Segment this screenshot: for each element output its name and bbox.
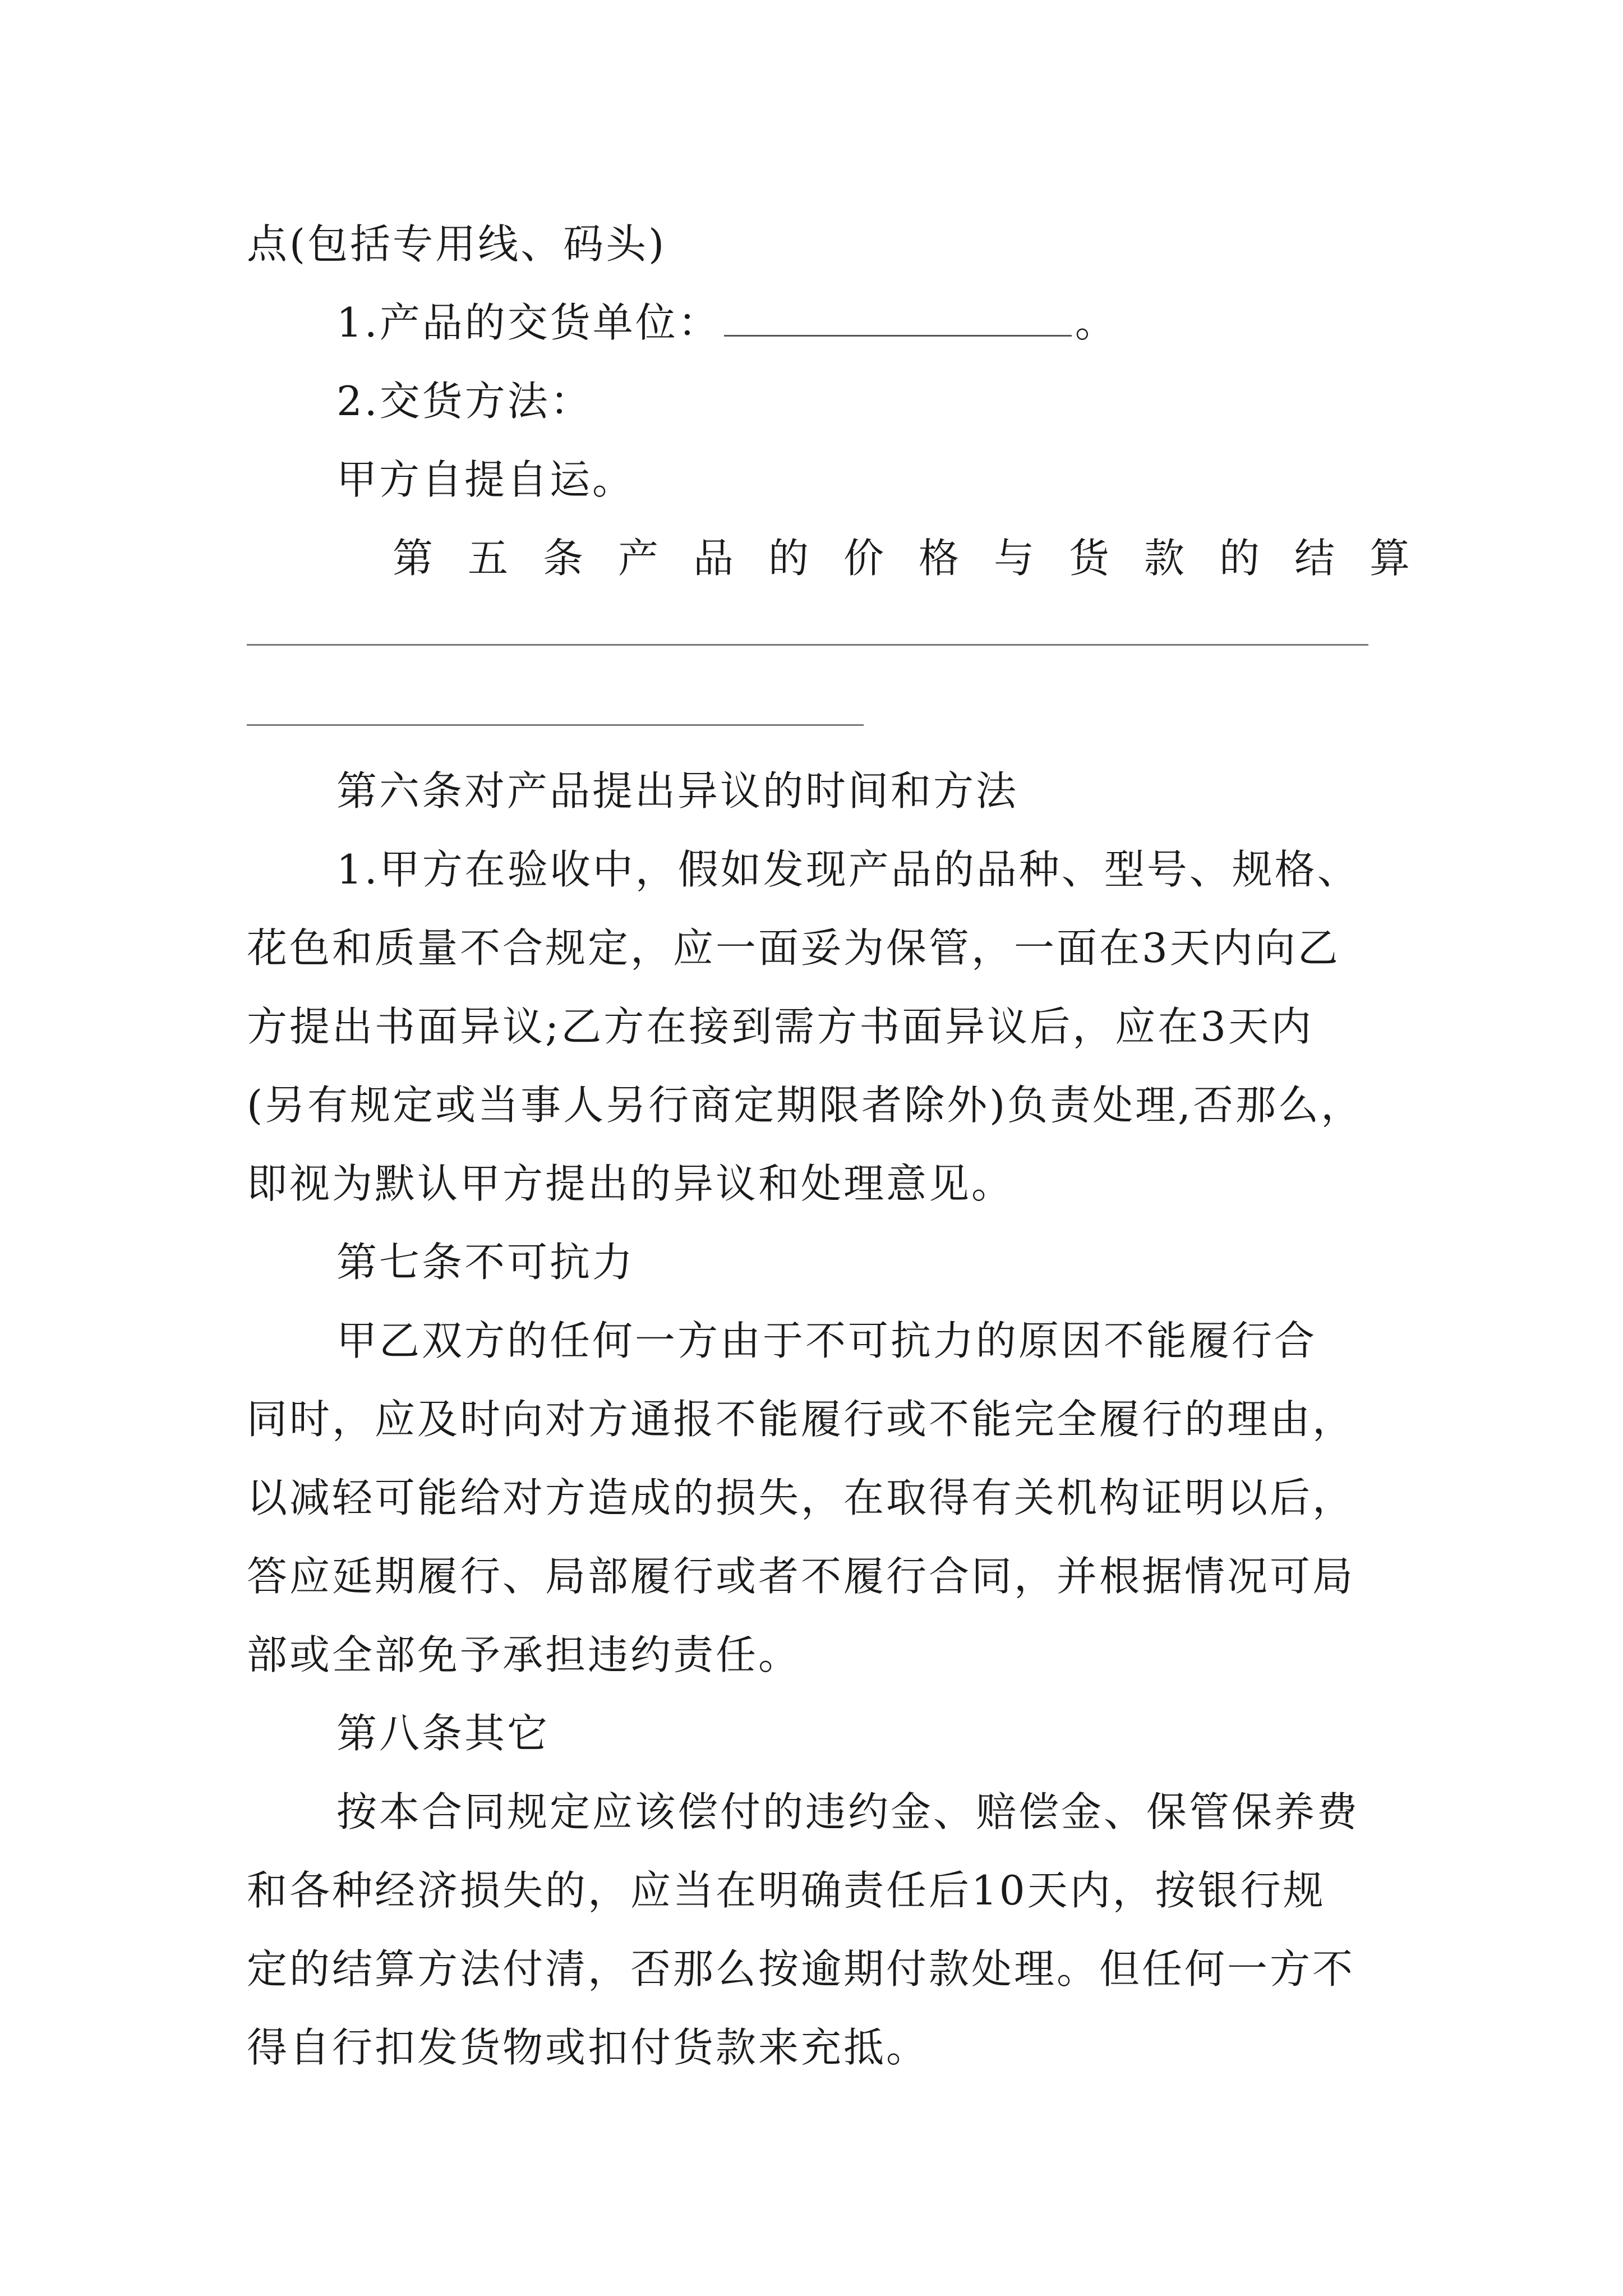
section-heading-6: 第六条对产品提出异议的时间和方法	[336, 767, 1019, 815]
section-heading-8: 第八条其它	[336, 1710, 550, 1757]
delivery-unit-label: 1.产品的交货单位：	[336, 299, 721, 346]
section-heading-7: 第七条不可抗力	[336, 1239, 635, 1286]
fill-in-rule	[247, 644, 1368, 646]
paragraph-line: 方提出书面异议;乙方在接到需方书面异议后，应在3天内	[247, 1003, 1314, 1050]
delivery-unit-blank	[724, 301, 1072, 337]
delivery-unit-line	[336, 295, 1503, 351]
paragraph-line: 即视为默认甲方提出的异议和处理意见。	[247, 1160, 1015, 1207]
paragraph-line: 以减轻可能给对方造成的损失，在取得有关机构证明以后，	[247, 1474, 1355, 1521]
paragraph-line: 甲乙双方的任何一方由于不可抗力的原因不能履行合	[336, 1317, 1317, 1364]
paragraph-line: 甲方自提自运。	[336, 456, 635, 503]
section-heading-5: 第五条产品的价格与货款的结算	[393, 535, 1445, 582]
paragraph-line: 得自行扣发货物或扣付货款来充抵。	[247, 2024, 929, 2071]
paragraph-line: 花色和质量不合规定，应一面妥为保管，一面在3天内向乙	[247, 924, 1340, 972]
paragraph-line: 点(包括专用线、码头)	[247, 220, 667, 268]
paragraph-line: 和各种经济损失的，应当在明确责任后10天内，按银行规	[247, 1867, 1326, 1914]
paragraph-line: 同时，应及时向对方通报不能履行或不能完全履行的理由，	[247, 1396, 1355, 1443]
paragraph-line: 答应延期履行、局部履行或者不履行合同，并根据情况可局	[247, 1553, 1355, 1600]
delivery-unit-end: 。	[1075, 299, 1118, 346]
paragraph-line: 部或全部免予承担违约责任。	[247, 1631, 801, 1678]
paragraph-line: 定的结算方法付清，否那么按逾期付款处理。但任何一方不	[247, 1945, 1355, 1993]
paragraph-line: 按本合同规定应该偿付的违约金、赔偿金、保管保养费	[336, 1788, 1360, 1835]
delivery-method-label: 2.交货方法：	[336, 378, 593, 425]
paragraph-line: (另有规定或当事人另行商定期限者除外)负责处理,否那么，	[247, 1082, 1364, 1129]
fill-in-rule	[247, 724, 864, 726]
paragraph-line: 1.甲方在验收中，假如发现产品的品种、型号、规格、	[336, 846, 1360, 893]
